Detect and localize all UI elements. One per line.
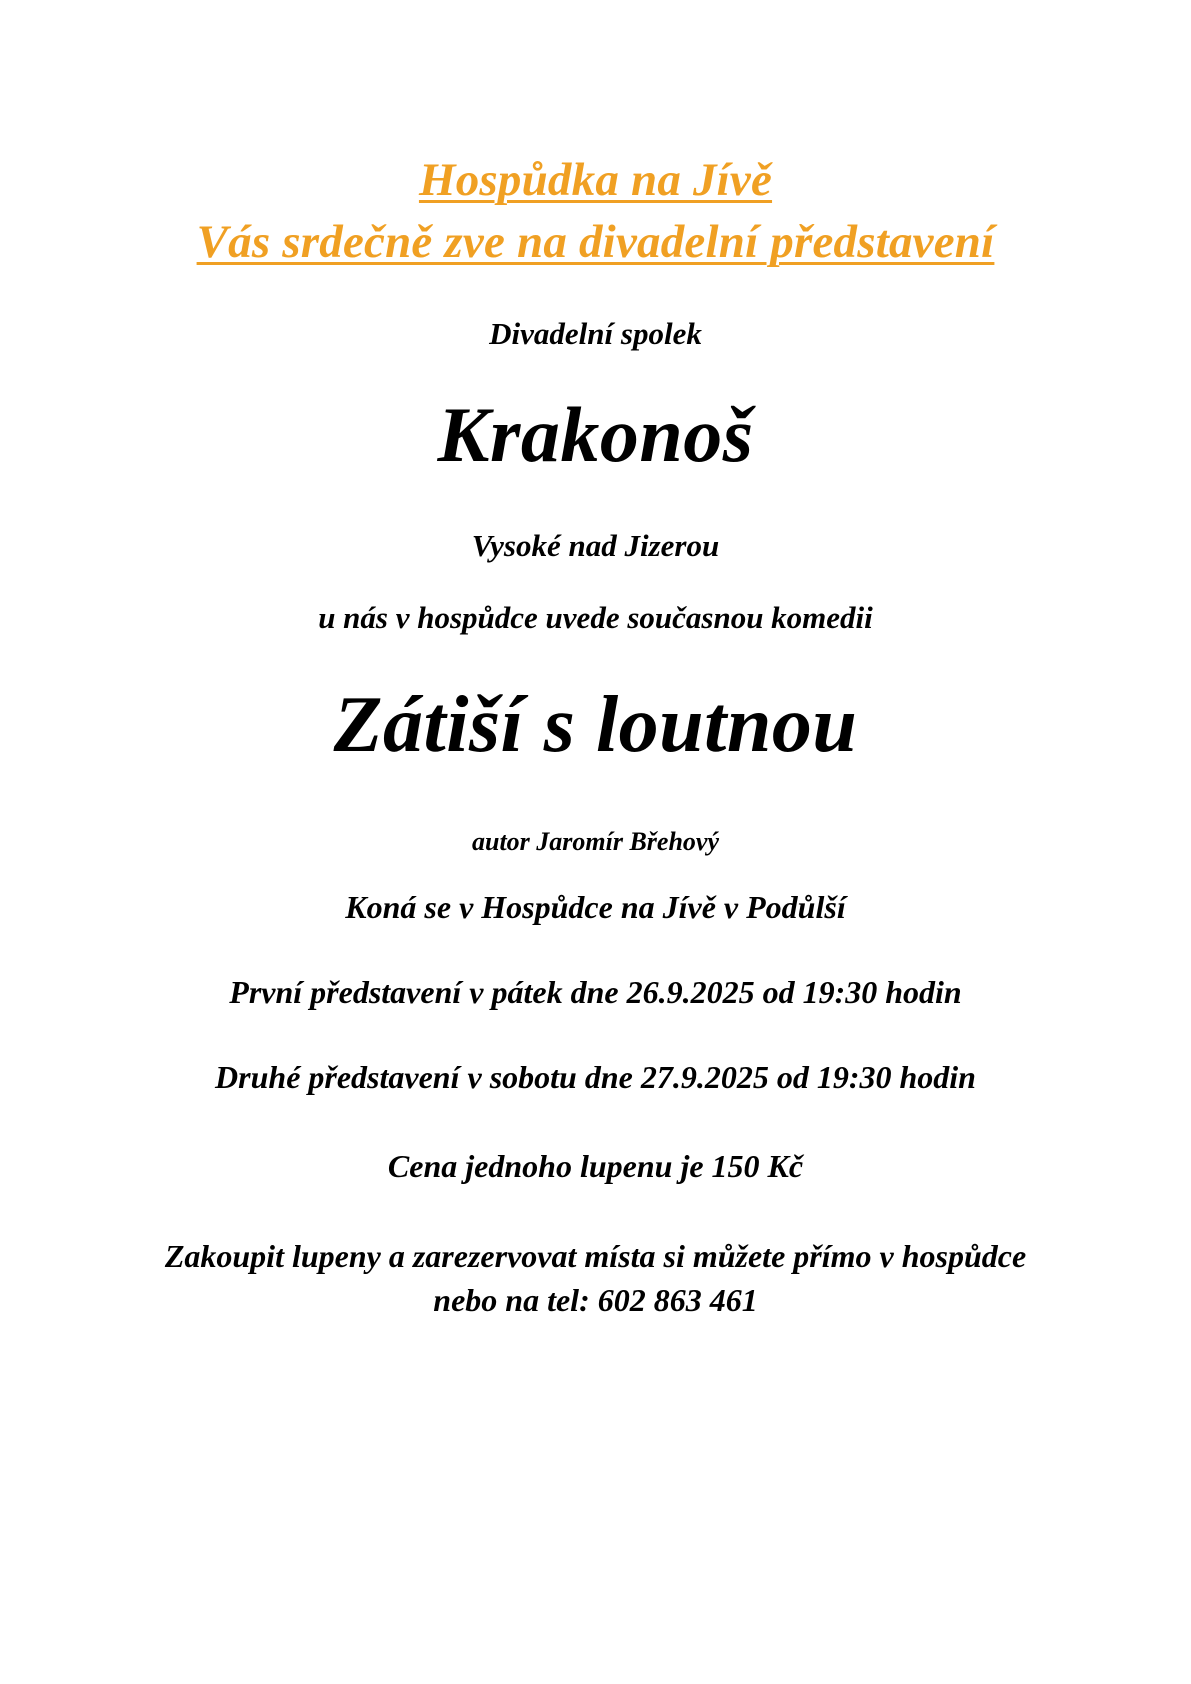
contact-line-1: Zakoupit lupeny a zarezervovat místa si můžete přímo v hospůdce <box>164 1238 1027 1275</box>
show-date-1: První představení v pátek dne 26.9.2025 od 19:30 hodin <box>229 974 962 1011</box>
invite-text: u nás v hospůdce uvede současnou komedii <box>318 600 873 636</box>
poster-headline <box>70 150 1121 272</box>
troupe-town: Vysoké nad Jizerou <box>471 528 720 564</box>
ticket-price: Cena jednoho lupenu je 150 Kč <box>387 1148 804 1185</box>
venue-line: Koná se v Hospůdce na Jívě v Podůlší <box>345 889 846 926</box>
troupe-label: Divadelní spolek <box>489 316 702 352</box>
headline-line-2: Vás srdečně zve na divadelní představení <box>196 216 995 269</box>
contact-info <box>70 1235 1121 1321</box>
show-date-2: Druhé představení v sobotu dne 27.9.2025 od 19:30 hodin <box>215 1059 976 1096</box>
play-title: Zátiší s loutnou <box>333 681 858 770</box>
play-author: autor Jaromír Břehový <box>471 827 720 857</box>
contact-line-2: nebo na tel: 602 863 461 <box>433 1281 758 1318</box>
troupe-name: Krakonoš <box>437 391 754 479</box>
headline-line-1: Hospůdka na Jívě <box>418 154 773 206</box>
